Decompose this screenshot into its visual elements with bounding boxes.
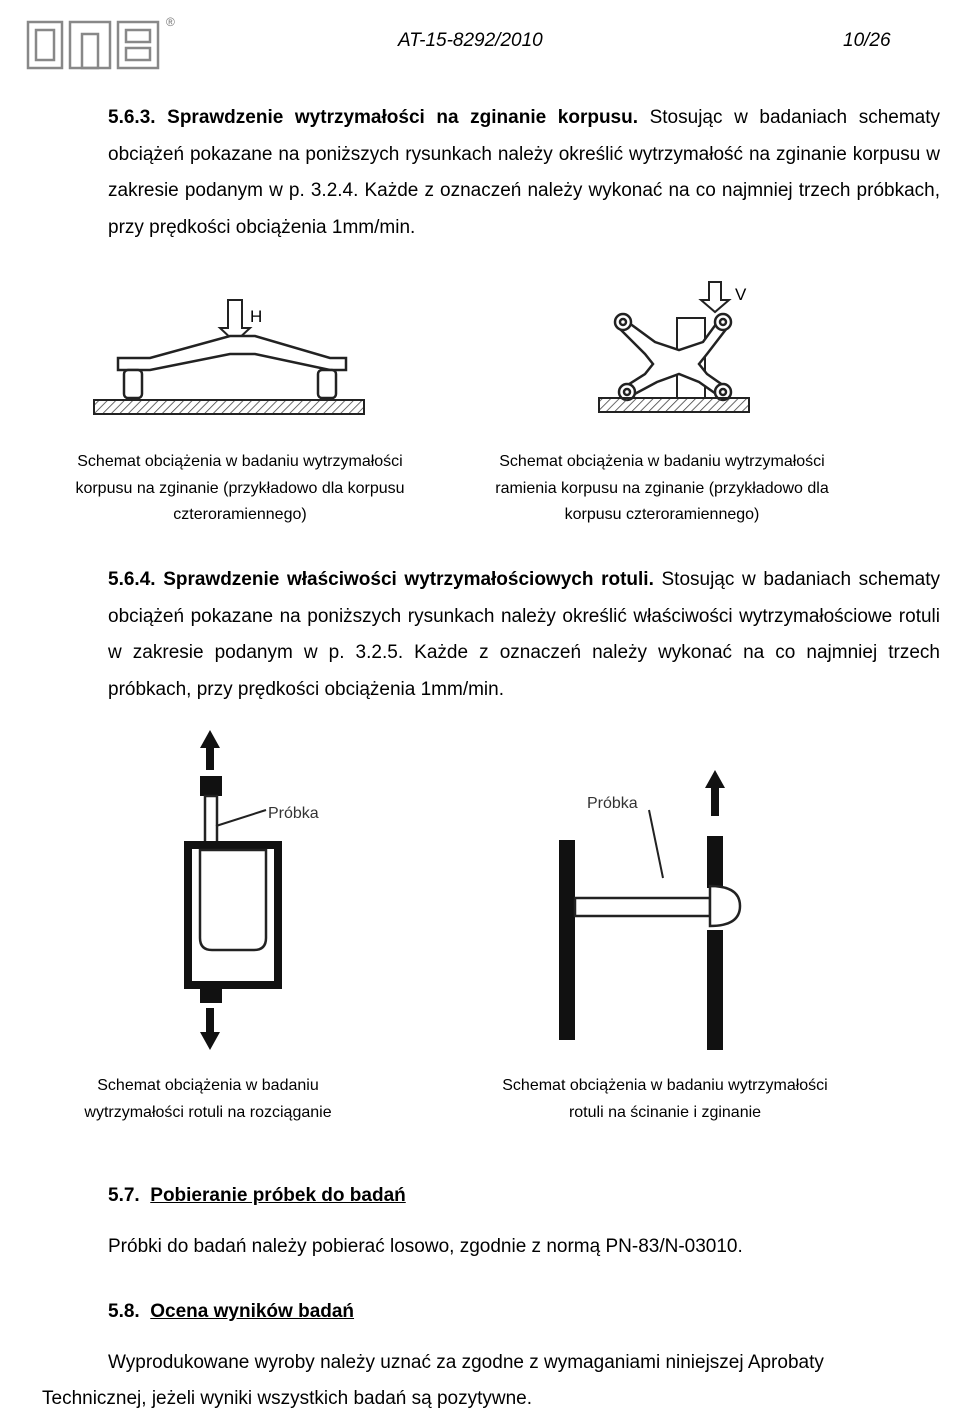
caption-line: Schemat obciążenia w badaniu wytrzymałości	[77, 453, 403, 470]
section-number: 5.6.4.	[108, 569, 156, 590]
caption-tension-rotula	[18, 1073, 398, 1126]
section-title: Pobieranie próbek do badań	[150, 1185, 406, 1206]
itb-logo	[26, 12, 186, 72]
page-number: 10/26	[843, 30, 891, 51]
section-5-8-body-line1: Wyprodukowane wyroby należy uznać za zgodne z wymaganiami niniejszej Aprobaty	[108, 1352, 824, 1373]
section-5-6-3	[108, 100, 940, 246]
section-5-7-body: Próbki do badań należy pobierać losowo, zgodnie z normą PN-83/N-03010.	[108, 1236, 743, 1257]
label-sample: Próbka	[587, 795, 638, 812]
caption-line: ramienia korpusu na zginanie (przykładowo dla	[495, 479, 829, 497]
section-body: Stosując w badaniach schematy obciążeń pokazane na poniższych rysunkach należy określić właściwości wytrzymałościowe rotuli w zakresie podanym w p. 3.2.5. Każde z oznaczeń należy wykonać na co najmniej trzech próbkach, przy prędkości obciążenia 1mm/min.	[108, 569, 940, 700]
caption-line: Schemat obciążenia w badaniu wytrzymałości	[502, 1077, 828, 1094]
caption-line: rotuli na ścinanie i zginanie	[568, 1103, 762, 1121]
svg-text:®: ®	[166, 15, 175, 29]
section-title: Sprawdzenie wytrzymałości na zginanie korpusu.	[167, 107, 638, 128]
section-body: Stosując w badaniach schematy obciążeń pokazane na poniższych rysunkach należy określić wytrzymałość na zginanie korpusu w zakresie podanym w p. 3.2.4. Każde z oznaczeń należy wykonać na co najmniej trzech próbkach, przy prędkości obciążenia 1mm/min.	[108, 107, 940, 238]
bending-body-diagram	[90, 290, 390, 430]
caption-line: Schemat obciążenia w badaniu	[97, 1077, 319, 1094]
label-sample: Próbka	[268, 805, 319, 822]
section-5-8-heading	[108, 1301, 354, 1323]
caption-bending-body	[40, 449, 440, 529]
label-v: V	[735, 285, 747, 304]
caption-line: wytrzymałości rotuli na rozciąganie	[84, 1103, 332, 1121]
caption-line: czteroramiennego)	[173, 506, 307, 523]
shear-rotula-diagram	[555, 770, 775, 1060]
caption-line: Schemat obciążenia w badaniu wytrzymałości	[499, 453, 825, 470]
section-5-8-body-line2: Technicznej, jeżeli wyniki wszystkich badań są pozytywne.	[42, 1388, 532, 1409]
document-id: AT-15-8292/2010	[398, 30, 543, 51]
bending-arm-diagram	[595, 278, 765, 418]
section-number: 5.6.3.	[108, 107, 156, 128]
section-title: Sprawdzenie właściwości wytrzymałościowych rotuli.	[163, 569, 654, 590]
label-h: H	[250, 307, 263, 326]
section-title: Ocena wyników badań	[150, 1301, 355, 1322]
caption-bending-arm	[462, 449, 862, 529]
section-5-6-4	[108, 562, 940, 708]
caption-shear-rotula	[465, 1073, 865, 1126]
section-number: 5.7.	[108, 1185, 140, 1206]
tension-rotula-diagram	[170, 730, 390, 1050]
section-5-7-heading	[108, 1185, 406, 1207]
caption-line: korpusu na zginanie (przykładowo dla korpusu	[75, 479, 405, 497]
section-number: 5.8.	[108, 1301, 140, 1322]
caption-line: korpusu czteroramiennego)	[564, 506, 760, 523]
